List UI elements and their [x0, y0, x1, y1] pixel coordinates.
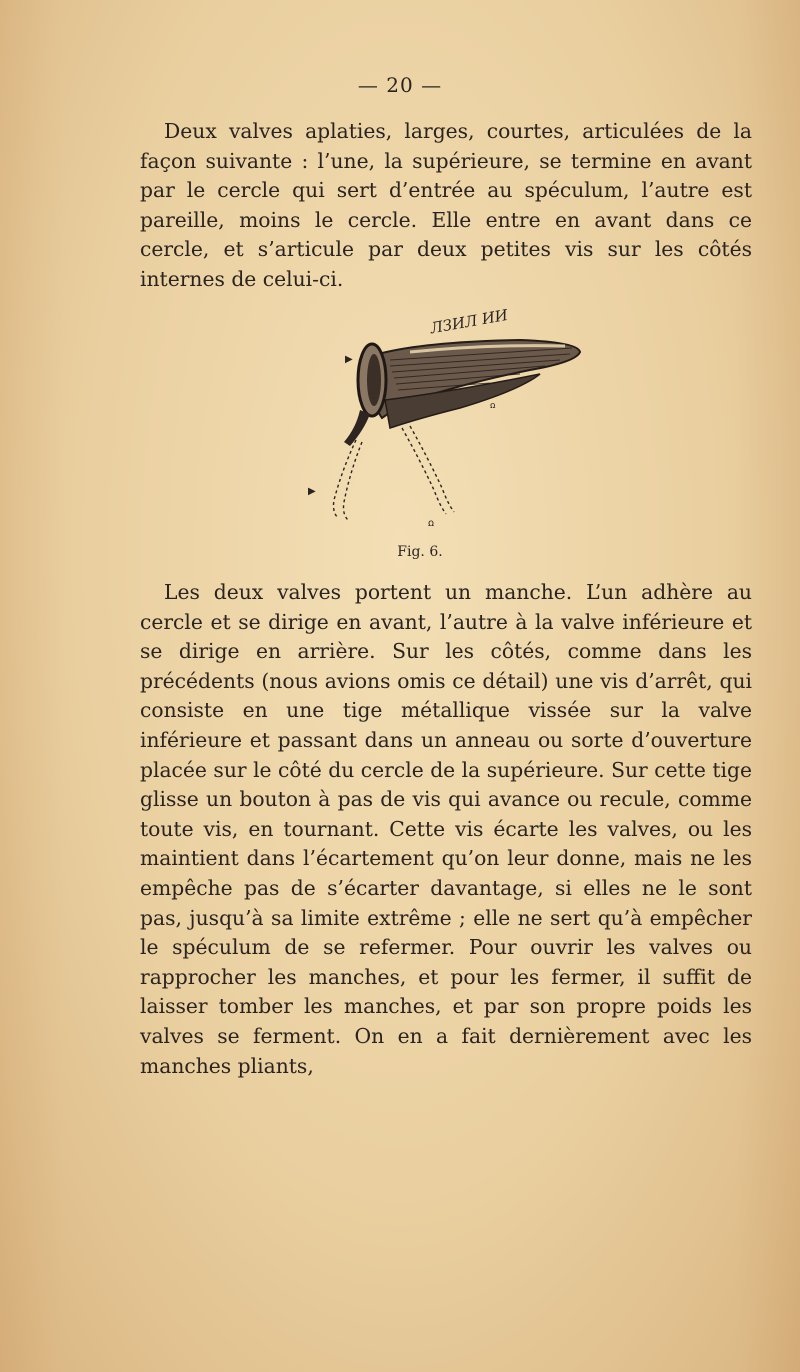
svg-text:ꭥ: ꭥ [490, 401, 496, 411]
figure-caption: Fig. 6. [397, 544, 443, 560]
svg-text:ꭥ: ꭥ [428, 518, 435, 529]
svg-text:▶: ▶ [308, 486, 316, 497]
page-number: — 20 — [357, 73, 443, 97]
svg-text:▶: ▶ [345, 354, 353, 365]
speculum-engraving-icon [290, 300, 600, 540]
paragraph-2: Les deux valves portent un manche. L’un adhère au cercle et se dirige en avant, l’autre à la valve inférieure et se dirige en arrière. Sur les côtés, comme dans les précédents (nous avions omis ce détail) une vis d’arrêt, qui consiste en une tige métallique vissée sur la valve inférieure et passant dans un anneau ou sorte d’ouverture placée sur le côté du cercle de la supérieure. Sur cette tige glisse un bouton à pas de vis qui avance ou recule, comme toute vis, en tournant. Cette vis écarte les valves, ou les maintient dans l’écartement qu’on leur donne, mais ne les empêche pas de s’écarter davantage, si elles ne le sont pas, jusqu’à sa limite extrême ; elle ne sert qu’à empêcher le spéculum de se refermer. Pour ouvrir les valves ou rapprocher les manches, et pour les fermer, il suffit de laisser tomber les manches, et par son propre poids les valves se ferment. On en a fait dernièrement avec les manches pliants, [140, 580, 752, 1078]
paragraph-1: Deux valves aplaties, larges, courtes, articulées de la façon suivante : l’une, la supérieure, se termine en avant par le cercle qui sert d’entrée au spéculum, l’autre est pareille, moins le cercle. Elle entre en avant dans ce cercle, et s’articule par deux petites vis sur les côtés internes de celui-ci. [140, 119, 752, 291]
speculum-figure [290, 300, 600, 540]
engraver-mark: ЛЗИЛ ИИ [428, 305, 510, 338]
